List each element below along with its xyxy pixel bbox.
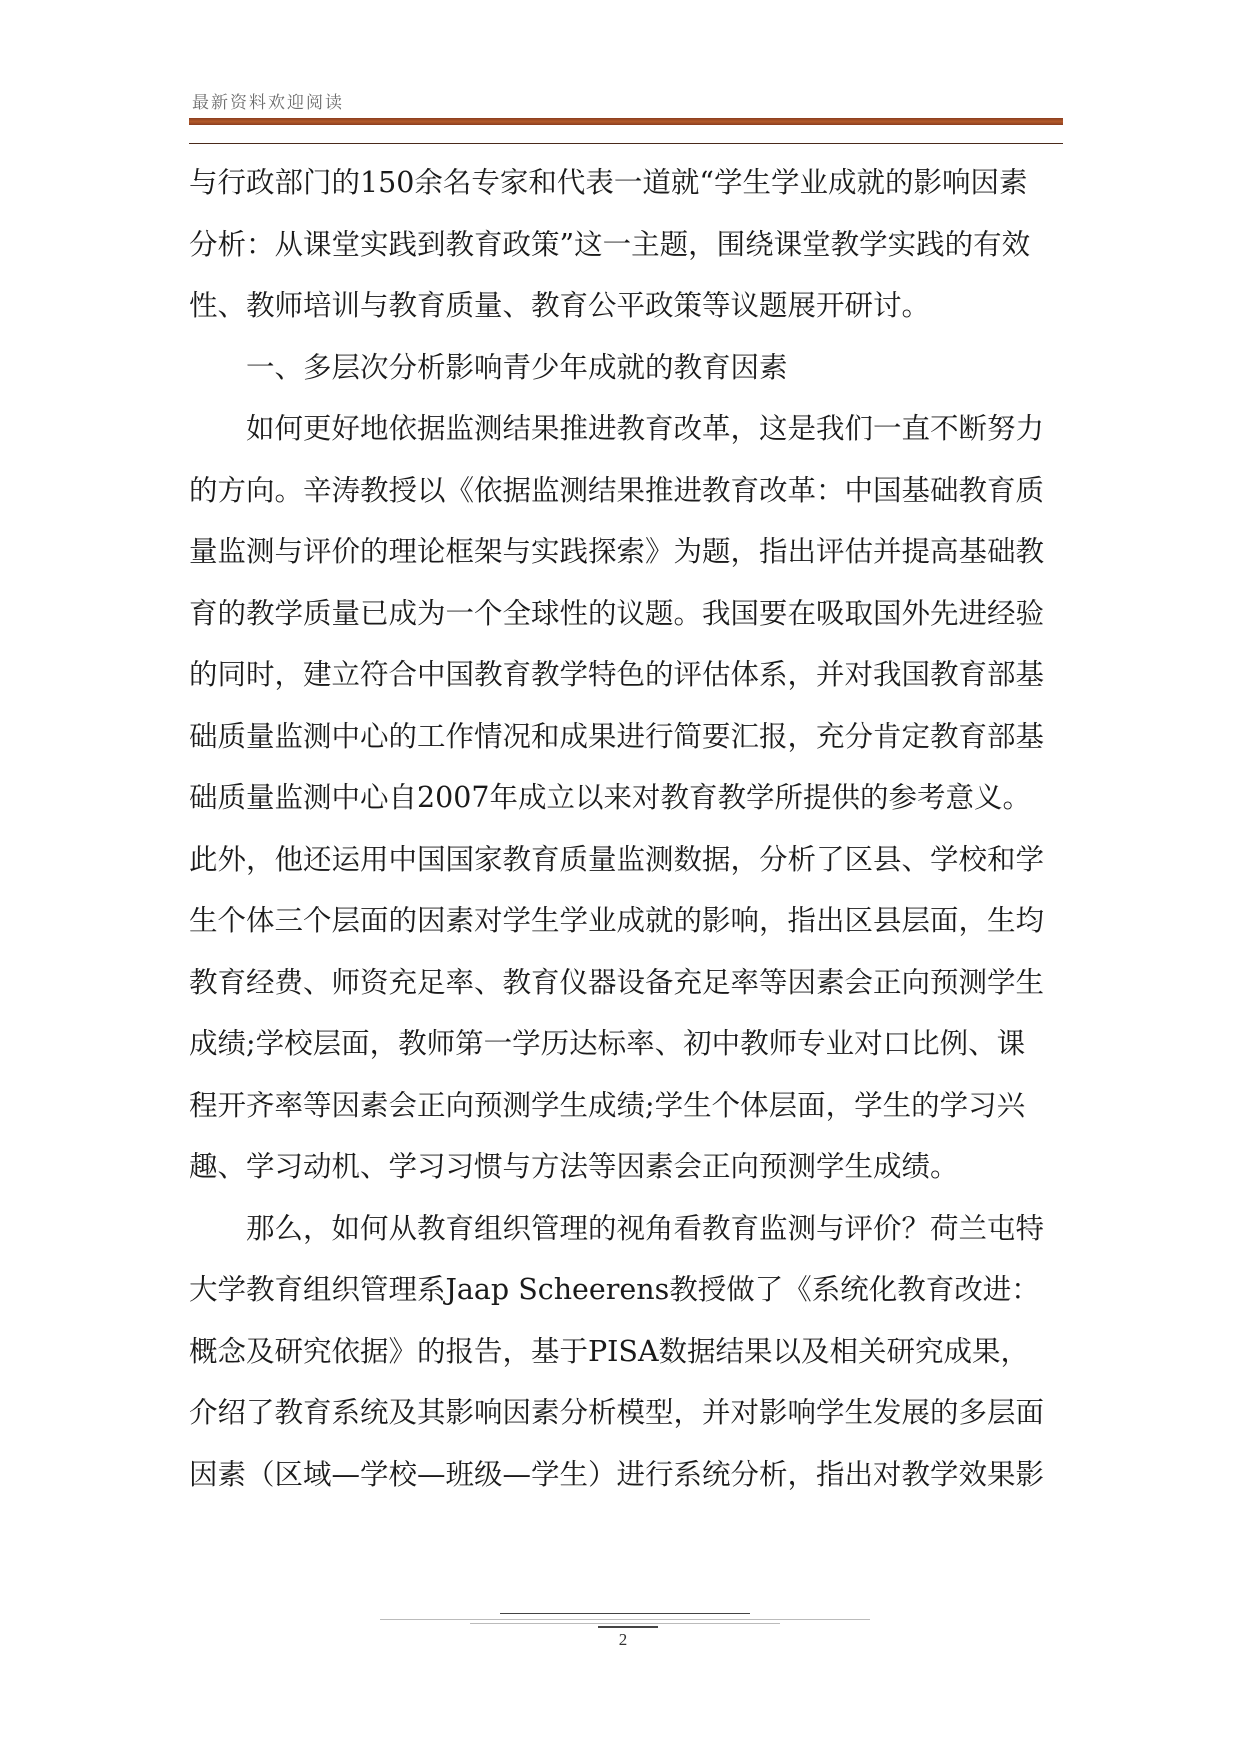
header-rule-thin (189, 143, 1063, 144)
body-line: 那么，如何从教育组织管理的视角看教育监测与评价？荷兰屯特 (189, 1211, 1045, 1245)
body-line: 的方向。辛涛教授以《依据监测结果推进教育改革：中国基础教育质 (189, 473, 1045, 507)
section-heading: 一、多层次分析影响青少年成就的教育因素 (189, 350, 788, 384)
body-line: 础质量监测中心自2007年成立以来对教育教学所提供的参考意义。 (189, 781, 1032, 814)
body-line: 性、教师培训与教育质量、教育公平政策等议题展开研讨。 (189, 289, 931, 322)
body-line: 概念及研究依据》的报告，基于PISA数据结果以及相关研究成果， (189, 1334, 1030, 1368)
page-header-text: 最新资料欢迎阅读 (192, 93, 344, 113)
body-line: 育的教学质量已成为一个全球性的议题。我国要在吸取国外先进经验 (189, 596, 1045, 630)
body-line: 趣、学习动机、学习习惯与方法等因素会正向预测学生成绩。 (189, 1150, 959, 1183)
body-line: 量监测与评价的理论框架与实践探索》为题，指出评估并提高基础教 (189, 535, 1045, 568)
body-line: 如何更好地依据监测结果推进教育改革，这是我们一直不断努力 (189, 412, 1045, 445)
body-line: 生个体三个层面的因素对学生学业成就的影响，指出区县层面，生均 (189, 904, 1045, 937)
footer-rule (500, 1613, 750, 1614)
body-line: 与行政部门的150余名专家和代表一道就“学生学业成就的影响因素 (189, 166, 1028, 199)
body-line: 程开齐率等因素会正向预测学生成绩;学生个体层面，学生的学习兴 (189, 1088, 1026, 1122)
body-line: 成绩;学校层面，教师第一学历达标率、初中教师专业对口比例、课 (189, 1027, 1026, 1060)
body-line: 础质量监测中心的工作情况和成果进行简要汇报，充分肯定教育部基 (189, 719, 1045, 753)
body-line: 因素（区域—学校—班级—学生）进行系统分析，指出对教学效果影 (189, 1457, 1045, 1491)
footer-rule (470, 1623, 780, 1624)
page-number: 2 (618, 1630, 628, 1649)
body-line: 此外，他还运用中国国家教育质量监测数据，分析了区县、学校和学 (189, 842, 1045, 876)
body-line: 分析：从课堂实践到教育政策”这一主题，围绕课堂教学实践的有效 (189, 227, 1031, 261)
footer-rule (380, 1619, 870, 1620)
body-line: 介绍了教育系统及其影响因素分析模型，并对影响学生发展的多层面 (189, 1396, 1045, 1429)
footer-rule (598, 1626, 658, 1628)
body-line: 大学教育组织管理系Jaap Scheerens教授做了《系统化教育改进： (189, 1273, 1040, 1306)
body-line: 的同时，建立符合中国教育教学特色的评估体系，并对我国教育部基 (189, 658, 1045, 691)
body-line: 教育经费、师资充足率、教育仪器设备充足率等因素会正向预测学生 (189, 965, 1045, 999)
header-rule-thick (189, 118, 1063, 125)
body-text (189, 152, 1069, 1505)
